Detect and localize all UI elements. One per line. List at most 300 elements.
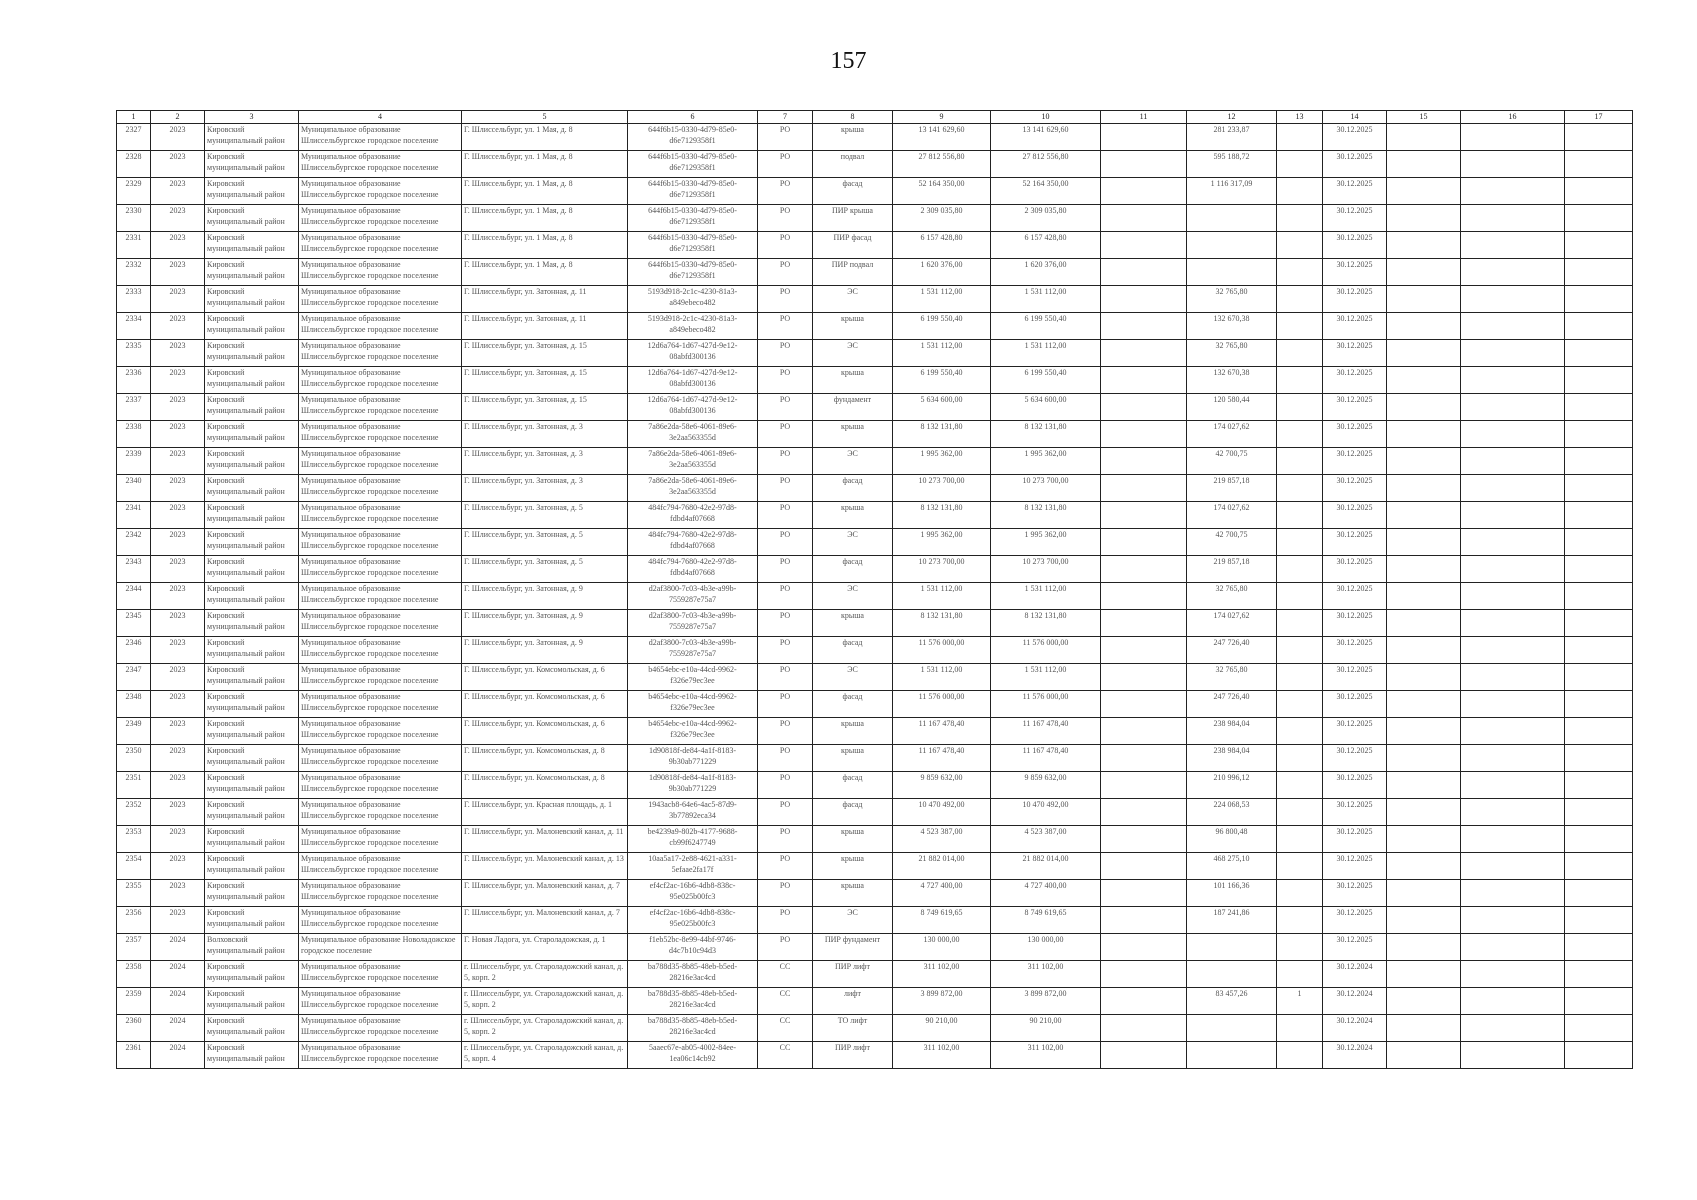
table-cell-col-15 bbox=[1387, 232, 1461, 259]
table-cell-col-12 bbox=[1187, 961, 1277, 988]
table-cell-col-11 bbox=[1101, 124, 1187, 151]
table-cell-col-4: Муниципальное образование Шлиссельбургское городское поселение bbox=[299, 826, 462, 853]
table-cell-col-8: ЭС bbox=[813, 286, 893, 313]
table-cell-col-4: Муниципальное образование Шлиссельбургское городское поселение bbox=[299, 529, 462, 556]
table-cell-col-14: 30.12.2025 bbox=[1323, 691, 1387, 718]
table-cell-col-15 bbox=[1387, 664, 1461, 691]
table-cell-col-1: 2330 bbox=[117, 205, 151, 232]
table-cell-col-2: 2024 bbox=[151, 988, 205, 1015]
table-cell-col-7: РО bbox=[758, 934, 813, 961]
table-cell-col-9: 21 882 014,00 bbox=[893, 853, 991, 880]
table-cell-col-17 bbox=[1565, 367, 1633, 394]
table-cell-col-14: 30.12.2025 bbox=[1323, 556, 1387, 583]
table-cell-col-9: 6 157 428,80 bbox=[893, 232, 991, 259]
table-cell-col-16 bbox=[1461, 421, 1565, 448]
table-cell-col-13 bbox=[1277, 610, 1323, 637]
table-cell-col-5: Г. Шлиссельбург, ул. Затонная, д. 11 bbox=[462, 313, 628, 340]
table-cell-col-13 bbox=[1277, 907, 1323, 934]
table-cell-col-4: Муниципальное образование Шлиссельбургское городское поселение bbox=[299, 151, 462, 178]
table-cell-col-10: 1 531 112,00 bbox=[991, 340, 1101, 367]
table-cell-col-8: ПИР лифт bbox=[813, 1042, 893, 1069]
table-cell-col-11 bbox=[1101, 367, 1187, 394]
register-table bbox=[116, 110, 1633, 1069]
table-cell-col-8: крыша bbox=[813, 718, 893, 745]
table-cell-col-9: 8 749 619,65 bbox=[893, 907, 991, 934]
table-cell-col-8: фундамент bbox=[813, 394, 893, 421]
table-cell-col-4: Муниципальное образование Шлиссельбургское городское поселение bbox=[299, 313, 462, 340]
table-cell-col-8: подвал bbox=[813, 151, 893, 178]
table-cell-col-9: 311 102,00 bbox=[893, 961, 991, 988]
table-cell-col-9: 11 576 000,00 bbox=[893, 637, 991, 664]
table-cell-col-16 bbox=[1461, 1042, 1565, 1069]
table-cell-col-12: 174 027,62 bbox=[1187, 502, 1277, 529]
table-cell-col-14: 30.12.2025 bbox=[1323, 718, 1387, 745]
table-cell-col-4: Муниципальное образование Шлиссельбургское городское поселение bbox=[299, 718, 462, 745]
table-cell-col-11 bbox=[1101, 961, 1187, 988]
table-cell-col-16 bbox=[1461, 880, 1565, 907]
table-cell-col-7: РО bbox=[758, 853, 813, 880]
table-cell-col-7: СС bbox=[758, 1042, 813, 1069]
table-cell-col-11 bbox=[1101, 340, 1187, 367]
table-cell-col-2: 2023 bbox=[151, 745, 205, 772]
table-cell-col-10: 10 273 700,00 bbox=[991, 556, 1101, 583]
table-cell-col-6: 5aaec67e-ab05-4002-84ee-1ea06c14cb92 bbox=[628, 1042, 758, 1069]
table-cell-col-9: 4 727 400,00 bbox=[893, 880, 991, 907]
table-cell-col-3: Кировский муниципальный район bbox=[205, 178, 299, 205]
table-cell-col-12: 32 765,80 bbox=[1187, 583, 1277, 610]
table-cell-col-3: Кировский муниципальный район bbox=[205, 394, 299, 421]
table-cell-col-1: 2361 bbox=[117, 1042, 151, 1069]
table-cell-col-7: РО bbox=[758, 799, 813, 826]
table-cell-col-1: 2352 bbox=[117, 799, 151, 826]
table-cell-col-5: Г. Шлиссельбург, ул. Затонная, д. 5 bbox=[462, 556, 628, 583]
table-cell-col-17 bbox=[1565, 988, 1633, 1015]
table-cell-col-16 bbox=[1461, 637, 1565, 664]
table-cell-col-6: b4654ebc-e10a-44cd-9962-f326e79ec3ee bbox=[628, 691, 758, 718]
table-cell-col-4: Муниципальное образование Шлиссельбургское городское поселение bbox=[299, 367, 462, 394]
table-row bbox=[117, 286, 1633, 313]
table-cell-col-11 bbox=[1101, 502, 1187, 529]
table-cell-col-1: 2356 bbox=[117, 907, 151, 934]
table-cell-col-14: 30.12.2024 bbox=[1323, 1015, 1387, 1042]
table-cell-col-10: 1 531 112,00 bbox=[991, 583, 1101, 610]
table-row bbox=[117, 502, 1633, 529]
table-cell-col-12: 247 726,40 bbox=[1187, 691, 1277, 718]
table-cell-col-1: 2346 bbox=[117, 637, 151, 664]
column-header-15: 15 bbox=[1387, 111, 1461, 124]
table-row bbox=[117, 664, 1633, 691]
table-cell-col-3: Кировский муниципальный район bbox=[205, 772, 299, 799]
table-cell-col-13 bbox=[1277, 799, 1323, 826]
table-cell-col-11 bbox=[1101, 556, 1187, 583]
table-cell-col-6: 644f6b15-0330-4d79-85e0-d6e7129358f1 bbox=[628, 151, 758, 178]
table-cell-col-2: 2024 bbox=[151, 961, 205, 988]
table-row bbox=[117, 1015, 1633, 1042]
table-cell-col-1: 2359 bbox=[117, 988, 151, 1015]
table-cell-col-7: РО bbox=[758, 394, 813, 421]
column-header-16: 16 bbox=[1461, 111, 1565, 124]
table-cell-col-14: 30.12.2025 bbox=[1323, 394, 1387, 421]
table-cell-col-12: 468 275,10 bbox=[1187, 853, 1277, 880]
table-cell-col-16 bbox=[1461, 529, 1565, 556]
table-cell-col-9: 8 132 131,80 bbox=[893, 421, 991, 448]
table-cell-col-5: г. Шлиссельбург, ул. Староладожский канал, д. 5, корп. 2 bbox=[462, 1015, 628, 1042]
table-cell-col-4: Муниципальное образование Шлиссельбургское городское поселение bbox=[299, 205, 462, 232]
table-cell-col-7: РО bbox=[758, 772, 813, 799]
table-cell-col-17 bbox=[1565, 340, 1633, 367]
table-cell-col-6: ef4cf2ac-16b6-4db8-838c-95e025b00fc3 bbox=[628, 880, 758, 907]
table-cell-col-2: 2024 bbox=[151, 934, 205, 961]
table-cell-col-13 bbox=[1277, 313, 1323, 340]
table-cell-col-11 bbox=[1101, 205, 1187, 232]
table-cell-col-5: г. Шлиссельбург, ул. Староладожский канал, д. 5, корп. 2 bbox=[462, 961, 628, 988]
table-cell-col-8: ТО лифт bbox=[813, 1015, 893, 1042]
table-cell-col-5: Г. Шлиссельбург, ул. Затонная, д. 3 bbox=[462, 421, 628, 448]
table-cell-col-15 bbox=[1387, 556, 1461, 583]
table-cell-col-14: 30.12.2025 bbox=[1323, 772, 1387, 799]
table-cell-col-8: крыша bbox=[813, 367, 893, 394]
table-cell-col-17 bbox=[1565, 610, 1633, 637]
table-cell-col-15 bbox=[1387, 529, 1461, 556]
table-cell-col-2: 2023 bbox=[151, 475, 205, 502]
table-cell-col-3: Кировский муниципальный район bbox=[205, 1015, 299, 1042]
column-header-17: 17 bbox=[1565, 111, 1633, 124]
table-cell-col-13 bbox=[1277, 583, 1323, 610]
table-cell-col-16 bbox=[1461, 205, 1565, 232]
table-cell-col-11 bbox=[1101, 232, 1187, 259]
table-cell-col-11 bbox=[1101, 421, 1187, 448]
table-cell-col-2: 2023 bbox=[151, 772, 205, 799]
table-cell-col-15 bbox=[1387, 907, 1461, 934]
table-cell-col-4: Муниципальное образование Шлиссельбургское городское поселение bbox=[299, 664, 462, 691]
table-cell-col-5: Г. Шлиссельбург, ул. 1 Мая, д. 8 bbox=[462, 232, 628, 259]
table-cell-col-8: лифт bbox=[813, 988, 893, 1015]
table-cell-col-13 bbox=[1277, 259, 1323, 286]
table-cell-col-10: 311 102,00 bbox=[991, 961, 1101, 988]
table-cell-col-7: РО bbox=[758, 286, 813, 313]
table-cell-col-11 bbox=[1101, 583, 1187, 610]
table-cell-col-10: 90 210,00 bbox=[991, 1015, 1101, 1042]
table-cell-col-8: ЭС bbox=[813, 529, 893, 556]
table-cell-col-17 bbox=[1565, 475, 1633, 502]
table-cell-col-15 bbox=[1387, 799, 1461, 826]
table-cell-col-3: Кировский муниципальный район bbox=[205, 556, 299, 583]
table-cell-col-5: Г. Новая Ладога, ул. Староладожская, д. 1 bbox=[462, 934, 628, 961]
table-cell-col-8: ПИР лифт bbox=[813, 961, 893, 988]
table-cell-col-9: 3 899 872,00 bbox=[893, 988, 991, 1015]
table-cell-col-2: 2023 bbox=[151, 340, 205, 367]
table-cell-col-13 bbox=[1277, 232, 1323, 259]
table-cell-col-7: СС bbox=[758, 988, 813, 1015]
table-cell-col-4: Муниципальное образование Шлиссельбургское городское поселение bbox=[299, 961, 462, 988]
table-cell-col-11 bbox=[1101, 286, 1187, 313]
table-cell-col-17 bbox=[1565, 205, 1633, 232]
table-cell-col-14: 30.12.2025 bbox=[1323, 205, 1387, 232]
table-cell-col-8: ПИР фасад bbox=[813, 232, 893, 259]
table-cell-col-8: фасад bbox=[813, 799, 893, 826]
table-cell-col-17 bbox=[1565, 502, 1633, 529]
table-cell-col-1: 2348 bbox=[117, 691, 151, 718]
table-cell-col-15 bbox=[1387, 124, 1461, 151]
table-cell-col-6: 12d6a764-1d67-427d-9e12-08abfd300136 bbox=[628, 394, 758, 421]
table-cell-col-6: 1943acb8-64e6-4ac5-87d9-3b77892eca34 bbox=[628, 799, 758, 826]
table-cell-col-11 bbox=[1101, 448, 1187, 475]
table-cell-col-11 bbox=[1101, 664, 1187, 691]
table-cell-col-12: 281 233,87 bbox=[1187, 124, 1277, 151]
table-cell-col-9: 8 132 131,80 bbox=[893, 610, 991, 637]
table-cell-col-16 bbox=[1461, 718, 1565, 745]
table-cell-col-10: 1 995 362,00 bbox=[991, 448, 1101, 475]
table-cell-col-6: ba788d35-8b85-48eb-b5ed-28216e3ac4cd bbox=[628, 961, 758, 988]
table-cell-col-7: РО bbox=[758, 745, 813, 772]
table-cell-col-3: Волховский муниципальный район bbox=[205, 934, 299, 961]
table-cell-col-10: 27 812 556,80 bbox=[991, 151, 1101, 178]
table-cell-col-4: Муниципальное образование Шлиссельбургское городское поселение bbox=[299, 772, 462, 799]
table-cell-col-15 bbox=[1387, 259, 1461, 286]
table-cell-col-16 bbox=[1461, 772, 1565, 799]
table-cell-col-10: 1 995 362,00 bbox=[991, 529, 1101, 556]
table-row bbox=[117, 178, 1633, 205]
table-row bbox=[117, 340, 1633, 367]
table-cell-col-8: ЭС bbox=[813, 448, 893, 475]
table-cell-col-6: 1d90818f-de84-4a1f-8183-9b30ab771229 bbox=[628, 745, 758, 772]
table-cell-col-3: Кировский муниципальный район bbox=[205, 1042, 299, 1069]
table-cell-col-12: 42 700,75 bbox=[1187, 529, 1277, 556]
table-cell-col-7: РО bbox=[758, 475, 813, 502]
table-cell-col-4: Муниципальное образование Шлиссельбургское городское поселение bbox=[299, 1015, 462, 1042]
table-cell-col-14: 30.12.2025 bbox=[1323, 313, 1387, 340]
table-cell-col-13 bbox=[1277, 961, 1323, 988]
table-cell-col-9: 11 576 000,00 bbox=[893, 691, 991, 718]
table-cell-col-9: 10 273 700,00 bbox=[893, 556, 991, 583]
table-cell-col-12 bbox=[1187, 1015, 1277, 1042]
table-cell-col-10: 6 199 550,40 bbox=[991, 367, 1101, 394]
table-cell-col-4: Муниципальное образование Новоладожское городское поселение bbox=[299, 934, 462, 961]
table-cell-col-12: 174 027,62 bbox=[1187, 421, 1277, 448]
table-cell-col-6: d2af3800-7c03-4b3e-a99b-7559287e75a7 bbox=[628, 610, 758, 637]
table-cell-col-8: ПИР крыша bbox=[813, 205, 893, 232]
table-cell-col-11 bbox=[1101, 610, 1187, 637]
table-cell-col-17 bbox=[1565, 448, 1633, 475]
table-cell-col-2: 2023 bbox=[151, 637, 205, 664]
table-cell-col-15 bbox=[1387, 151, 1461, 178]
table-cell-col-11 bbox=[1101, 718, 1187, 745]
table-cell-col-9: 6 199 550,40 bbox=[893, 367, 991, 394]
table-cell-col-2: 2023 bbox=[151, 421, 205, 448]
table-cell-col-7: РО bbox=[758, 583, 813, 610]
column-header-7: 7 bbox=[758, 111, 813, 124]
table-cell-col-16 bbox=[1461, 583, 1565, 610]
table-cell-col-2: 2023 bbox=[151, 367, 205, 394]
table-cell-col-1: 2341 bbox=[117, 502, 151, 529]
table-cell-col-11 bbox=[1101, 151, 1187, 178]
table-cell-col-13 bbox=[1277, 853, 1323, 880]
table-cell-col-3: Кировский муниципальный район bbox=[205, 475, 299, 502]
table-cell-col-1: 2332 bbox=[117, 259, 151, 286]
table-row bbox=[117, 745, 1633, 772]
table-cell-col-1: 2338 bbox=[117, 421, 151, 448]
table-cell-col-16 bbox=[1461, 151, 1565, 178]
table-cell-col-14: 30.12.2025 bbox=[1323, 826, 1387, 853]
table-cell-col-8: фасад bbox=[813, 772, 893, 799]
table-cell-col-4: Муниципальное образование Шлиссельбургское городское поселение bbox=[299, 178, 462, 205]
table-cell-col-1: 2353 bbox=[117, 826, 151, 853]
table-cell-col-16 bbox=[1461, 448, 1565, 475]
table-cell-col-12: 219 857,18 bbox=[1187, 556, 1277, 583]
table-cell-col-8: крыша bbox=[813, 826, 893, 853]
table-cell-col-5: Г. Шлиссельбург, ул. Комсомольская, д. 6 bbox=[462, 664, 628, 691]
table-cell-col-14: 30.12.2025 bbox=[1323, 448, 1387, 475]
table-cell-col-17 bbox=[1565, 880, 1633, 907]
table-cell-col-15 bbox=[1387, 367, 1461, 394]
table-cell-col-2: 2023 bbox=[151, 259, 205, 286]
table-cell-col-3: Кировский муниципальный район bbox=[205, 205, 299, 232]
table-cell-col-6: 484fc794-7680-42e2-97d8-fdbd4af07668 bbox=[628, 556, 758, 583]
table-cell-col-2: 2023 bbox=[151, 286, 205, 313]
table-cell-col-13 bbox=[1277, 340, 1323, 367]
table-cell-col-13 bbox=[1277, 934, 1323, 961]
table-cell-col-8: фасад bbox=[813, 637, 893, 664]
table-cell-col-2: 2023 bbox=[151, 880, 205, 907]
table-cell-col-16 bbox=[1461, 826, 1565, 853]
table-cell-col-6: 644f6b15-0330-4d79-85e0-d6e7129358f1 bbox=[628, 178, 758, 205]
table-cell-col-10: 11 167 478,40 bbox=[991, 745, 1101, 772]
table-cell-col-9: 52 164 350,00 bbox=[893, 178, 991, 205]
table-cell-col-4: Муниципальное образование Шлиссельбургское городское поселение bbox=[299, 988, 462, 1015]
table-row bbox=[117, 583, 1633, 610]
table-cell-col-1: 2349 bbox=[117, 718, 151, 745]
table-cell-col-9: 6 199 550,40 bbox=[893, 313, 991, 340]
table-cell-col-5: г. Шлиссельбург, ул. Староладожский канал, д. 5, корп. 4 bbox=[462, 1042, 628, 1069]
table-cell-col-15 bbox=[1387, 772, 1461, 799]
table-cell-col-15 bbox=[1387, 853, 1461, 880]
table-cell-col-4: Муниципальное образование Шлиссельбургское городское поселение bbox=[299, 286, 462, 313]
table-cell-col-15 bbox=[1387, 826, 1461, 853]
table-cell-col-7: РО bbox=[758, 232, 813, 259]
table-row bbox=[117, 934, 1633, 961]
table-cell-col-1: 2355 bbox=[117, 880, 151, 907]
table-cell-col-3: Кировский муниципальный район bbox=[205, 988, 299, 1015]
table-cell-col-3: Кировский муниципальный район bbox=[205, 313, 299, 340]
table-cell-col-17 bbox=[1565, 178, 1633, 205]
table-cell-col-11 bbox=[1101, 691, 1187, 718]
table-row bbox=[117, 610, 1633, 637]
table-row bbox=[117, 961, 1633, 988]
column-header-11: 11 bbox=[1101, 111, 1187, 124]
table-cell-col-12 bbox=[1187, 1042, 1277, 1069]
table-cell-col-6: be4239a9-802b-4177-9688-cb99f6247749 bbox=[628, 826, 758, 853]
table-row bbox=[117, 718, 1633, 745]
table-cell-col-10: 1 531 112,00 bbox=[991, 664, 1101, 691]
table-cell-col-11 bbox=[1101, 853, 1187, 880]
table-cell-col-12: 132 670,38 bbox=[1187, 367, 1277, 394]
table-cell-col-10: 11 576 000,00 bbox=[991, 637, 1101, 664]
table-cell-col-9: 8 132 131,80 bbox=[893, 502, 991, 529]
table-row bbox=[117, 988, 1633, 1015]
table-cell-col-13 bbox=[1277, 1015, 1323, 1042]
table-cell-col-7: РО bbox=[758, 529, 813, 556]
table-cell-col-14: 30.12.2025 bbox=[1323, 799, 1387, 826]
column-header-6: 6 bbox=[628, 111, 758, 124]
table-cell-col-3: Кировский муниципальный район bbox=[205, 259, 299, 286]
table-cell-col-1: 2339 bbox=[117, 448, 151, 475]
table-cell-col-14: 30.12.2024 bbox=[1323, 1042, 1387, 1069]
table-cell-col-4: Муниципальное образование Шлиссельбургское городское поселение bbox=[299, 421, 462, 448]
table-cell-col-1: 2342 bbox=[117, 529, 151, 556]
table-cell-col-14: 30.12.2025 bbox=[1323, 232, 1387, 259]
table-cell-col-12: 1 116 317,09 bbox=[1187, 178, 1277, 205]
table-cell-col-1: 2335 bbox=[117, 340, 151, 367]
table-cell-col-6: 644f6b15-0330-4d79-85e0-d6e7129358f1 bbox=[628, 205, 758, 232]
table-cell-col-17 bbox=[1565, 745, 1633, 772]
table-cell-col-2: 2023 bbox=[151, 853, 205, 880]
table-cell-col-15 bbox=[1387, 988, 1461, 1015]
table-cell-col-16 bbox=[1461, 556, 1565, 583]
table-row bbox=[117, 1042, 1633, 1069]
table-cell-col-10: 4 523 387,00 bbox=[991, 826, 1101, 853]
table-cell-col-16 bbox=[1461, 394, 1565, 421]
table-cell-col-4: Муниципальное образование Шлиссельбургское городское поселение bbox=[299, 880, 462, 907]
table-cell-col-6: 1d90818f-de84-4a1f-8183-9b30ab771229 bbox=[628, 772, 758, 799]
table-cell-col-17 bbox=[1565, 583, 1633, 610]
table-cell-col-15 bbox=[1387, 637, 1461, 664]
table-cell-col-17 bbox=[1565, 772, 1633, 799]
table-cell-col-13 bbox=[1277, 664, 1323, 691]
table-cell-col-9: 4 523 387,00 bbox=[893, 826, 991, 853]
table-cell-col-9: 90 210,00 bbox=[893, 1015, 991, 1042]
table-cell-col-5: Г. Шлиссельбург, ул. Малоневский канал, д. 13 bbox=[462, 853, 628, 880]
table-cell-col-2: 2023 bbox=[151, 529, 205, 556]
table-row bbox=[117, 556, 1633, 583]
table-cell-col-10: 3 899 872,00 bbox=[991, 988, 1101, 1015]
table-cell-col-3: Кировский муниципальный район bbox=[205, 799, 299, 826]
table-cell-col-10: 10 273 700,00 bbox=[991, 475, 1101, 502]
table-cell-col-2: 2023 bbox=[151, 907, 205, 934]
table-cell-col-14: 30.12.2025 bbox=[1323, 934, 1387, 961]
table-cell-col-9: 1 995 362,00 bbox=[893, 529, 991, 556]
table-cell-col-17 bbox=[1565, 394, 1633, 421]
table-cell-col-3: Кировский муниципальный район bbox=[205, 826, 299, 853]
table-cell-col-3: Кировский муниципальный район bbox=[205, 583, 299, 610]
table-cell-col-6: d2af3800-7c03-4b3e-a99b-7559287e75a7 bbox=[628, 637, 758, 664]
table-cell-col-4: Муниципальное образование Шлиссельбургское городское поселение bbox=[299, 799, 462, 826]
table-cell-col-5: Г. Шлиссельбург, ул. Малоневский канал, д. 11 bbox=[462, 826, 628, 853]
table-cell-col-15 bbox=[1387, 691, 1461, 718]
table-cell-col-6: b4654ebc-e10a-44cd-9962-f326e79ec3ee bbox=[628, 718, 758, 745]
table-cell-col-17 bbox=[1565, 961, 1633, 988]
table-cell-col-16 bbox=[1461, 745, 1565, 772]
table-cell-col-4: Муниципальное образование Шлиссельбургское городское поселение bbox=[299, 853, 462, 880]
table-cell-col-8: крыша bbox=[813, 421, 893, 448]
table-cell-col-1: 2345 bbox=[117, 610, 151, 637]
table-row bbox=[117, 826, 1633, 853]
table-cell-col-7: РО bbox=[758, 340, 813, 367]
table-cell-col-9: 5 634 600,00 bbox=[893, 394, 991, 421]
table-cell-col-7: РО bbox=[758, 448, 813, 475]
table-cell-col-14: 30.12.2025 bbox=[1323, 124, 1387, 151]
table-cell-col-13 bbox=[1277, 502, 1323, 529]
table-cell-col-1: 2351 bbox=[117, 772, 151, 799]
table-cell-col-6: 644f6b15-0330-4d79-85e0-d6e7129358f1 bbox=[628, 124, 758, 151]
table-cell-col-13 bbox=[1277, 529, 1323, 556]
table-cell-col-2: 2023 bbox=[151, 583, 205, 610]
table-cell-col-3: Кировский муниципальный район bbox=[205, 907, 299, 934]
page-number: 157 bbox=[830, 48, 867, 74]
table-cell-col-9: 13 141 629,60 bbox=[893, 124, 991, 151]
table-cell-col-2: 2023 bbox=[151, 313, 205, 340]
table-cell-col-12: 210 996,12 bbox=[1187, 772, 1277, 799]
table-cell-col-7: РО bbox=[758, 907, 813, 934]
